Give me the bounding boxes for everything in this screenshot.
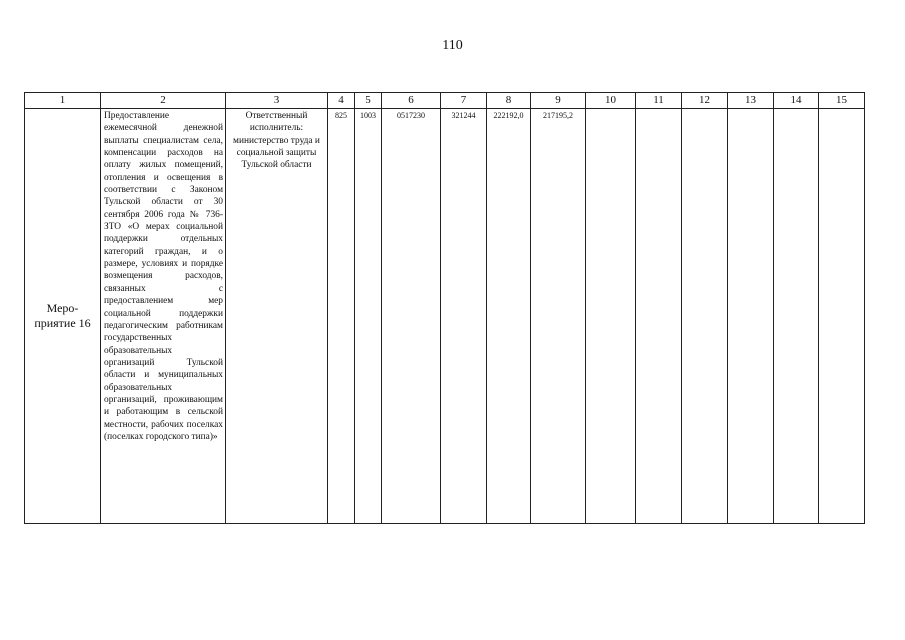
page-number: 110	[442, 38, 463, 53]
table-row	[25, 109, 865, 524]
header-cell-9: 9	[531, 93, 586, 109]
header-cell-12: 12	[682, 93, 728, 109]
header-row	[25, 93, 865, 109]
header-cell-11: 11	[636, 93, 682, 109]
header-cell-6: 6	[382, 93, 441, 109]
cell-col10	[586, 109, 636, 524]
header-cell-8: 8	[487, 93, 531, 109]
cell-col8: 222192,0	[487, 109, 531, 524]
cell-col4: 825	[328, 109, 355, 524]
header-cell-13: 13	[728, 93, 774, 109]
event-label-line1: Меро-	[46, 301, 79, 315]
header-cell-10: 10	[586, 93, 636, 109]
cell-col13	[728, 109, 774, 524]
event-description: Предоставление ежемесячной денежной выплаты специалистам села, компенсации расходов на оплату жилых помещений, отопления и освещения в соответствии с Законом Тульской области от 30 сентября 2006 года № 736-ЗТО «О мерах социальной поддержки отдельных категорий граждан, и о размере, условиях и порядке возмещения расходов, связанных с предоставлением мер социальной поддержки педагогическим работникам государственных образовательных организаций Тульской области и муниципальных образовательных организаций, проживающим и работающим в сельской местности, рабочих поселках (поселках городского типа)»	[101, 109, 226, 524]
cell-col7: 321244	[441, 109, 487, 524]
cell-col11	[636, 109, 682, 524]
header-cell-5: 5	[355, 93, 382, 109]
header-cell-14: 14	[774, 93, 819, 109]
responsible-executor: Ответственный исполнитель: министерство труда и социальной защиты Тульской области	[226, 109, 328, 524]
header-cell-15: 15	[819, 93, 865, 109]
header-cell-3: 3	[226, 93, 328, 109]
cell-col14	[774, 109, 819, 524]
cell-col9: 217195,2	[531, 109, 586, 524]
event-label-line2: приятие 16	[34, 316, 91, 330]
event-cell	[25, 109, 101, 524]
header-cell-2: 2	[101, 93, 226, 109]
header-cell-7: 7	[441, 93, 487, 109]
cell-col5: 1003	[355, 109, 382, 524]
budget-table	[24, 92, 865, 524]
cell-col12	[682, 109, 728, 524]
header-cell-4: 4	[328, 93, 355, 109]
header-cell-1: 1	[25, 93, 101, 109]
cell-col6: 0517230	[382, 109, 441, 524]
cell-col15	[819, 109, 865, 524]
